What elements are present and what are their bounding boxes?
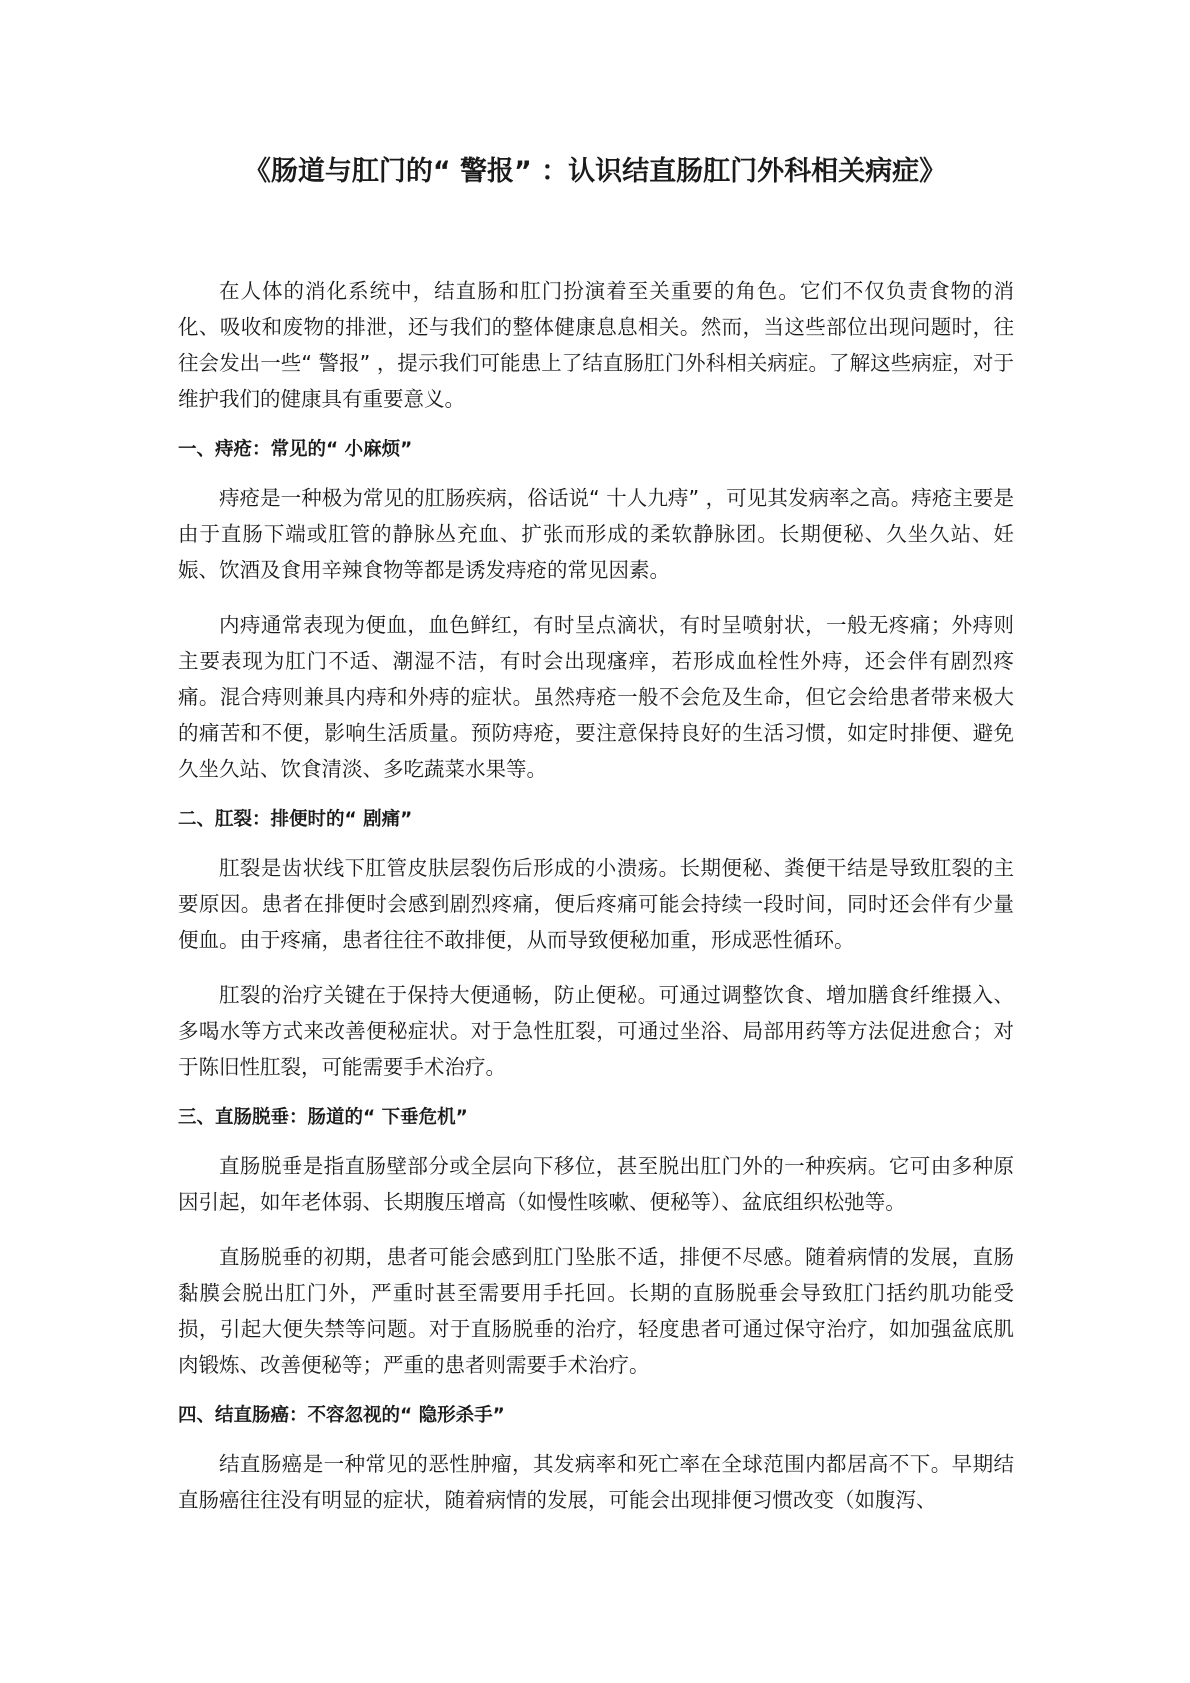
document-title: 《肠道与肛门的“ 警报” ：认识结直肠肛门外科相关病症》 <box>243 156 947 187</box>
hemorrhoids-paragraph-2: 内痔通常表现为便血，血色鲜红，有时呈点滴状，有时呈喷射状，一般无疼痛；外痔则主要表现为肛门不适、潮湿不洁，有时会出现瘙痒，若形成血栓性外痔，还会伴有剧烈疼痛。混合痔则兼具内痔和外痔的症状。虽然痔疮一般不会危及生命，但它会给患者带来极大的痛苦和不便，影响生活质量。预防痔疮，要注意保持良好的生活习惯，如定时排便、避免久坐久站、饮食清淡、多吃蔬菜水果等。 <box>178 613 1014 781</box>
colorectal-cancer-paragraph-1: 结直肠癌是一种常见的恶性肿瘤，其发病率和死亡率在全球范围内都居高不下。早期结直肠癌往往没有明显的症状，随着病情的发展，可能会出现排便习惯改变（如腹泻、 <box>178 1452 1014 1512</box>
section-heading-hemorrhoids: 一、痔疮：常见的“ 小麻烦” <box>178 439 413 460</box>
section-heading-rectal-prolapse: 三、直肠脱垂：肠道的“ 下垂危机” <box>178 1107 468 1128</box>
section-heading-anal-fissure: 二、肛裂：排便时的“ 剧痛” <box>178 809 413 830</box>
document-body <box>178 273 1014 1537</box>
intro-paragraph: 在人体的消化系统中，结直肠和肛门扮演着至关重要的角色。它们不仅负责食物的消化、吸收和废物的排泄，还与我们的整体健康息息相关。然而，当这些部位出现问题时，往往会发出一些“ 警报” ，提示我们可能患上了结直肠肛门外科相关病症。了解这些病症，对于维护我们的健康具有重要意义。 <box>178 279 1014 411</box>
anal-fissure-paragraph-1: 肛裂是齿状线下肛管皮肤层裂伤后形成的小溃疡。长期便秘、粪便干结是导致肛裂的主要原因。患者在排便时会感到剧烈疼痛，便后疼痛可能会持续一段时间，同时还会伴有少量便血。由于疼痛，患者往往不敢排便，从而导致便秘加重，形成恶性循环。 <box>178 856 1014 952</box>
rectal-prolapse-paragraph-1: 直肠脱垂是指直肠壁部分或全层向下移位，甚至脱出肛门外的一种疾病。它可由多种原因引起，如年老体弱、长期腹压增高（如慢性咳嗽、便秘等）、盆底组织松弛等。 <box>178 1154 1014 1214</box>
rectal-prolapse-paragraph-2: 直肠脱垂的初期，患者可能会感到肛门坠胀不适，排便不尽感。随着病情的发展，直肠黏膜会脱出肛门外，严重时甚至需要用手托回。长期的直肠脱垂会导致肛门括约肌功能受损，引起大便失禁等问题。对于直肠脱垂的治疗，轻度患者可通过保守治疗，如加强盆底肌肉锻炼、改善便秘等；严重的患者则需要手术治疗。 <box>178 1245 1014 1377</box>
hemorrhoids-paragraph-1: 痔疮是一种极为常见的肛肠疾病，俗话说“ 十人九痔” ，可见其发病率之高。痔疮主要是由于直肠下端或肛管的静脉丛充血、扩张而形成的柔软静脉团。长期便秘、久坐久站、妊娠、饮酒及食用辛辣食物等都是诱发痔疮的常见因素。 <box>178 486 1014 582</box>
anal-fissure-paragraph-2: 肛裂的治疗关键在于保持大便通畅，防止便秘。可通过调整饮食、增加膳食纤维摄入、多喝水等方式来改善便秘症状。对于急性肛裂，可通过坐浴、局部用药等方法促进愈合；对于陈旧性肛裂，可能需要手术治疗。 <box>178 983 1014 1079</box>
section-heading-colorectal-cancer: 四、结直肠癌：不容忽视的“ 隐形杀手” <box>178 1405 505 1426</box>
